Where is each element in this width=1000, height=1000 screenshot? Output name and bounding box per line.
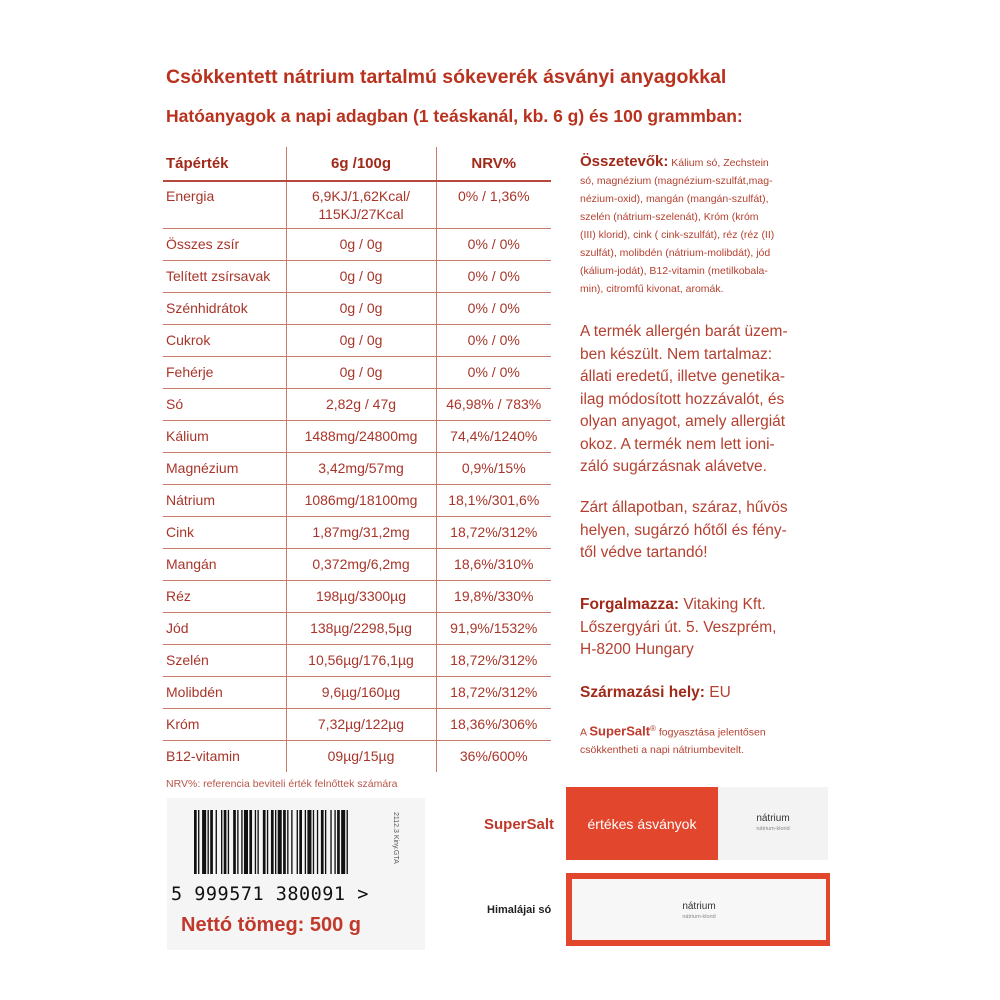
nutrient-nrv: 18,36%/306% xyxy=(436,708,551,740)
claim-line-2: csökkentheti a napi nátriumbevitelt. xyxy=(580,743,745,756)
nutrient-name: Kálium xyxy=(163,420,286,452)
nutrient-amount: 3,42mg/57mg xyxy=(286,452,436,484)
nutrient-nrv: 0% / 0% xyxy=(436,356,551,388)
nutrient-name: Jód xyxy=(163,612,286,644)
nutrient-name: Króm xyxy=(163,708,286,740)
nutrient-amount: 198µg/3300µg xyxy=(286,580,436,612)
nutrient-amount: 09µg/15µg xyxy=(286,740,436,772)
barcode-panel xyxy=(167,798,425,950)
table-row xyxy=(163,228,551,260)
nutrient-name: Fehérje xyxy=(163,356,286,388)
nutrient-amount: 2,82g / 47g xyxy=(286,388,436,420)
table-row xyxy=(163,612,551,644)
himalayan-salt-label: Himalájai só xyxy=(487,904,552,916)
table-row xyxy=(163,548,551,580)
nutrient-nrv: 18,72%/312% xyxy=(436,516,551,548)
storage-line: től védve tartandó! xyxy=(580,544,708,561)
nutrient-nrv: 0% / 0% xyxy=(436,324,551,356)
distributor-line: H-8200 Hungary xyxy=(580,641,694,658)
header-nrv: NRV% xyxy=(436,147,551,181)
nutrient-nrv: 0% / 0% xyxy=(436,260,551,292)
table-row xyxy=(163,708,551,740)
amount-line-2: 115KJ/27Kcal xyxy=(318,205,404,222)
nutrient-name: Molibdén xyxy=(163,676,286,708)
nutrient-amount: 9,6µg/160µg xyxy=(286,676,436,708)
nutrient-amount: 138µg/2298,5µg xyxy=(286,612,436,644)
origin-label: Származási hely: xyxy=(580,684,705,701)
nutrient-nrv: 18,72%/312% xyxy=(436,676,551,708)
nutrient-nrv: 36%/600% xyxy=(436,740,551,772)
nutrient-name: Cukrok xyxy=(163,324,286,356)
table-row xyxy=(163,676,551,708)
ingredients-line: nézium-oxid), mangán (mangán-szulfát), xyxy=(580,193,769,205)
sodium-segment xyxy=(718,787,828,860)
barcode-number: 5 999571 380091 > xyxy=(171,884,369,905)
barcode-image xyxy=(194,810,386,874)
ingredients-line: (III) klorid), cink ( cink-szulfát), réz (réz (II) xyxy=(580,229,775,241)
allergen-line: okoz. A termék nem lett ioni- xyxy=(580,435,775,453)
nutrient-nrv: 91,9%/1532% xyxy=(436,612,551,644)
amount-line-1: 6,9KJ/1,62Kcal/ xyxy=(311,187,411,204)
nutrient-name: Telített zsírsavak xyxy=(163,260,286,292)
nutrient-name: Magnézium xyxy=(163,452,286,484)
minerals-segment xyxy=(566,787,718,860)
origin-block xyxy=(580,684,830,702)
ingredients-label: Összetevők: xyxy=(580,153,669,170)
table-row xyxy=(163,484,551,516)
nutrient-name: Szelén xyxy=(163,644,286,676)
nutrient-name: Cink xyxy=(163,516,286,548)
nutrient-amount: 1086mg/18100mg xyxy=(286,484,436,516)
table-row xyxy=(163,452,551,484)
ingredients-line: só, magnézium (magnézium-szulfát,mag- xyxy=(580,175,773,187)
nutrient-amount xyxy=(286,181,436,228)
nutrient-name: Mangán xyxy=(163,548,286,580)
allergen-line: A termék allergén barát üzem- xyxy=(580,323,788,340)
nutrient-nrv: 18,6%/310% xyxy=(436,548,551,580)
nutrient-nrv: 18,72%/312% xyxy=(436,644,551,676)
ingredients-line: min), citromfű kivonat, aromák. xyxy=(580,283,724,295)
header-nutrient: Tápérték xyxy=(163,147,286,181)
ingredients-line: szulfát), molibdén (nátrium-molibdát), jód xyxy=(580,247,771,259)
nutrient-name: Réz xyxy=(163,580,286,612)
distributor-label: Forgalmazza: xyxy=(580,596,680,613)
nutrient-name: Szénhidrátok xyxy=(163,292,286,324)
claim-prefix: A xyxy=(580,726,587,739)
allergen-line: záló sugárzásnak alávetve. xyxy=(580,458,767,475)
nutrient-nrv: 18,1%/301,6% xyxy=(436,484,551,516)
himalayan-sodium-sublabel: nátrium-klorid xyxy=(682,914,716,920)
nutrient-name: Összes zsír xyxy=(163,228,286,260)
product-subtitle: Hatóanyagok a napi adagban (1 teáskanál, kb. 6 g) és 100 grammban: xyxy=(166,106,743,126)
allergen-line: ben készült. Nem tartalmaz: xyxy=(580,345,773,363)
nutrient-amount: 10,56µg/176,1µg xyxy=(286,644,436,676)
origin-value: EU xyxy=(709,684,731,701)
table-row xyxy=(163,388,551,420)
nutrient-nrv: 0% / 0% xyxy=(436,228,551,260)
ingredients-block xyxy=(580,153,830,298)
nutrient-nrv: 0% / 0% xyxy=(436,292,551,324)
table-row xyxy=(163,181,551,228)
allergen-statement xyxy=(580,321,830,479)
nutrient-nrv: 0% / 1,36% xyxy=(436,181,551,228)
allergen-line: ilag módosított hozzávalót, és xyxy=(580,390,785,408)
table-row xyxy=(163,740,551,772)
ingredients-line: szelén (nátrium-szelenát), Króm (króm xyxy=(580,211,759,223)
storage-line: helyen, sugárzó hőtől és fény- xyxy=(580,521,787,539)
nutrient-amount: 0g / 0g xyxy=(286,228,436,260)
claim-line-1: fogyasztása jelentősen xyxy=(658,726,766,739)
allergen-line: állati eredetű, illetve genetika- xyxy=(580,368,786,385)
table-row xyxy=(163,260,551,292)
himalayan-sodium-label: nátrium xyxy=(682,901,716,912)
nutrient-nrv: 0,9%/15% xyxy=(436,452,551,484)
nutrient-nrv: 19,8%/330% xyxy=(436,580,551,612)
table-header-row xyxy=(163,147,551,181)
ingredients-line: (kálium-jodát), B12-vitamin (metilkobala- xyxy=(580,265,768,277)
supersalt-logo: SuperSalt xyxy=(484,816,555,833)
himalayan-sodium-segment xyxy=(572,879,826,940)
nutrition-table xyxy=(163,147,551,772)
table-row xyxy=(163,580,551,612)
storage-instructions xyxy=(580,497,830,565)
barcode-side-text: 2112.3 Kiny.GTA xyxy=(392,812,399,864)
nutrient-amount: 0g / 0g xyxy=(286,324,436,356)
table-row xyxy=(163,324,551,356)
table-row xyxy=(163,420,551,452)
nutrient-amount: 7,32µg/122µg xyxy=(286,708,436,740)
header-amount: 6g /100g xyxy=(286,147,436,181)
table-row xyxy=(163,516,551,548)
nrv-footnote: NRV%: referencia beviteli érték felnőttek számára xyxy=(166,778,398,790)
net-weight: Nettó tömeg: 500 g xyxy=(181,914,362,936)
nutrient-amount: 0g / 0g xyxy=(286,356,436,388)
distributor-line: Vitaking Kft. xyxy=(683,596,766,613)
nutrient-name: Nátrium xyxy=(163,484,286,516)
nutrient-amount: 0,372mg/6,2mg xyxy=(286,548,436,580)
nutrient-amount: 1,87mg/31,2mg xyxy=(286,516,436,548)
distributor-line: Lőszergyári út. 5. Veszprém, xyxy=(580,618,777,636)
nutrient-name: Energia xyxy=(163,181,286,228)
nutrient-name: Só xyxy=(163,388,286,420)
nutrient-amount: 0g / 0g xyxy=(286,260,436,292)
table-row xyxy=(163,644,551,676)
sodium-label: nátrium xyxy=(756,813,790,824)
sodium-sublabel: nátrium-klorid xyxy=(756,826,790,832)
registered-mark: ® xyxy=(650,724,656,733)
nutrient-name: B12-vitamin xyxy=(166,748,240,765)
storage-line: Zárt állapotban, száraz, hűvös xyxy=(580,499,788,516)
nutrient-amount: 1488mg/24800mg xyxy=(286,420,436,452)
table-row xyxy=(163,292,551,324)
allergen-line: olyan anyagot, amely allergiát xyxy=(580,413,786,430)
nutrient-nrv: 46,98% / 783% xyxy=(436,388,551,420)
minerals-label: értékes ásványok xyxy=(587,815,697,832)
himalayan-salt-bar xyxy=(566,873,830,946)
supersalt-claim xyxy=(580,720,830,759)
nutrient-nrv: 74,4%/1240% xyxy=(436,420,551,452)
ingredients-line: Kálium só, Zechstein xyxy=(671,157,769,169)
product-title: Csökkentett nátrium tartalmú sókeverék ásványi anyagokkal xyxy=(166,66,727,88)
table-row xyxy=(163,356,551,388)
claim-brand: SuperSalt xyxy=(589,723,651,739)
nutrient-amount: 0g / 0g xyxy=(286,292,436,324)
distributor-block xyxy=(580,594,830,662)
